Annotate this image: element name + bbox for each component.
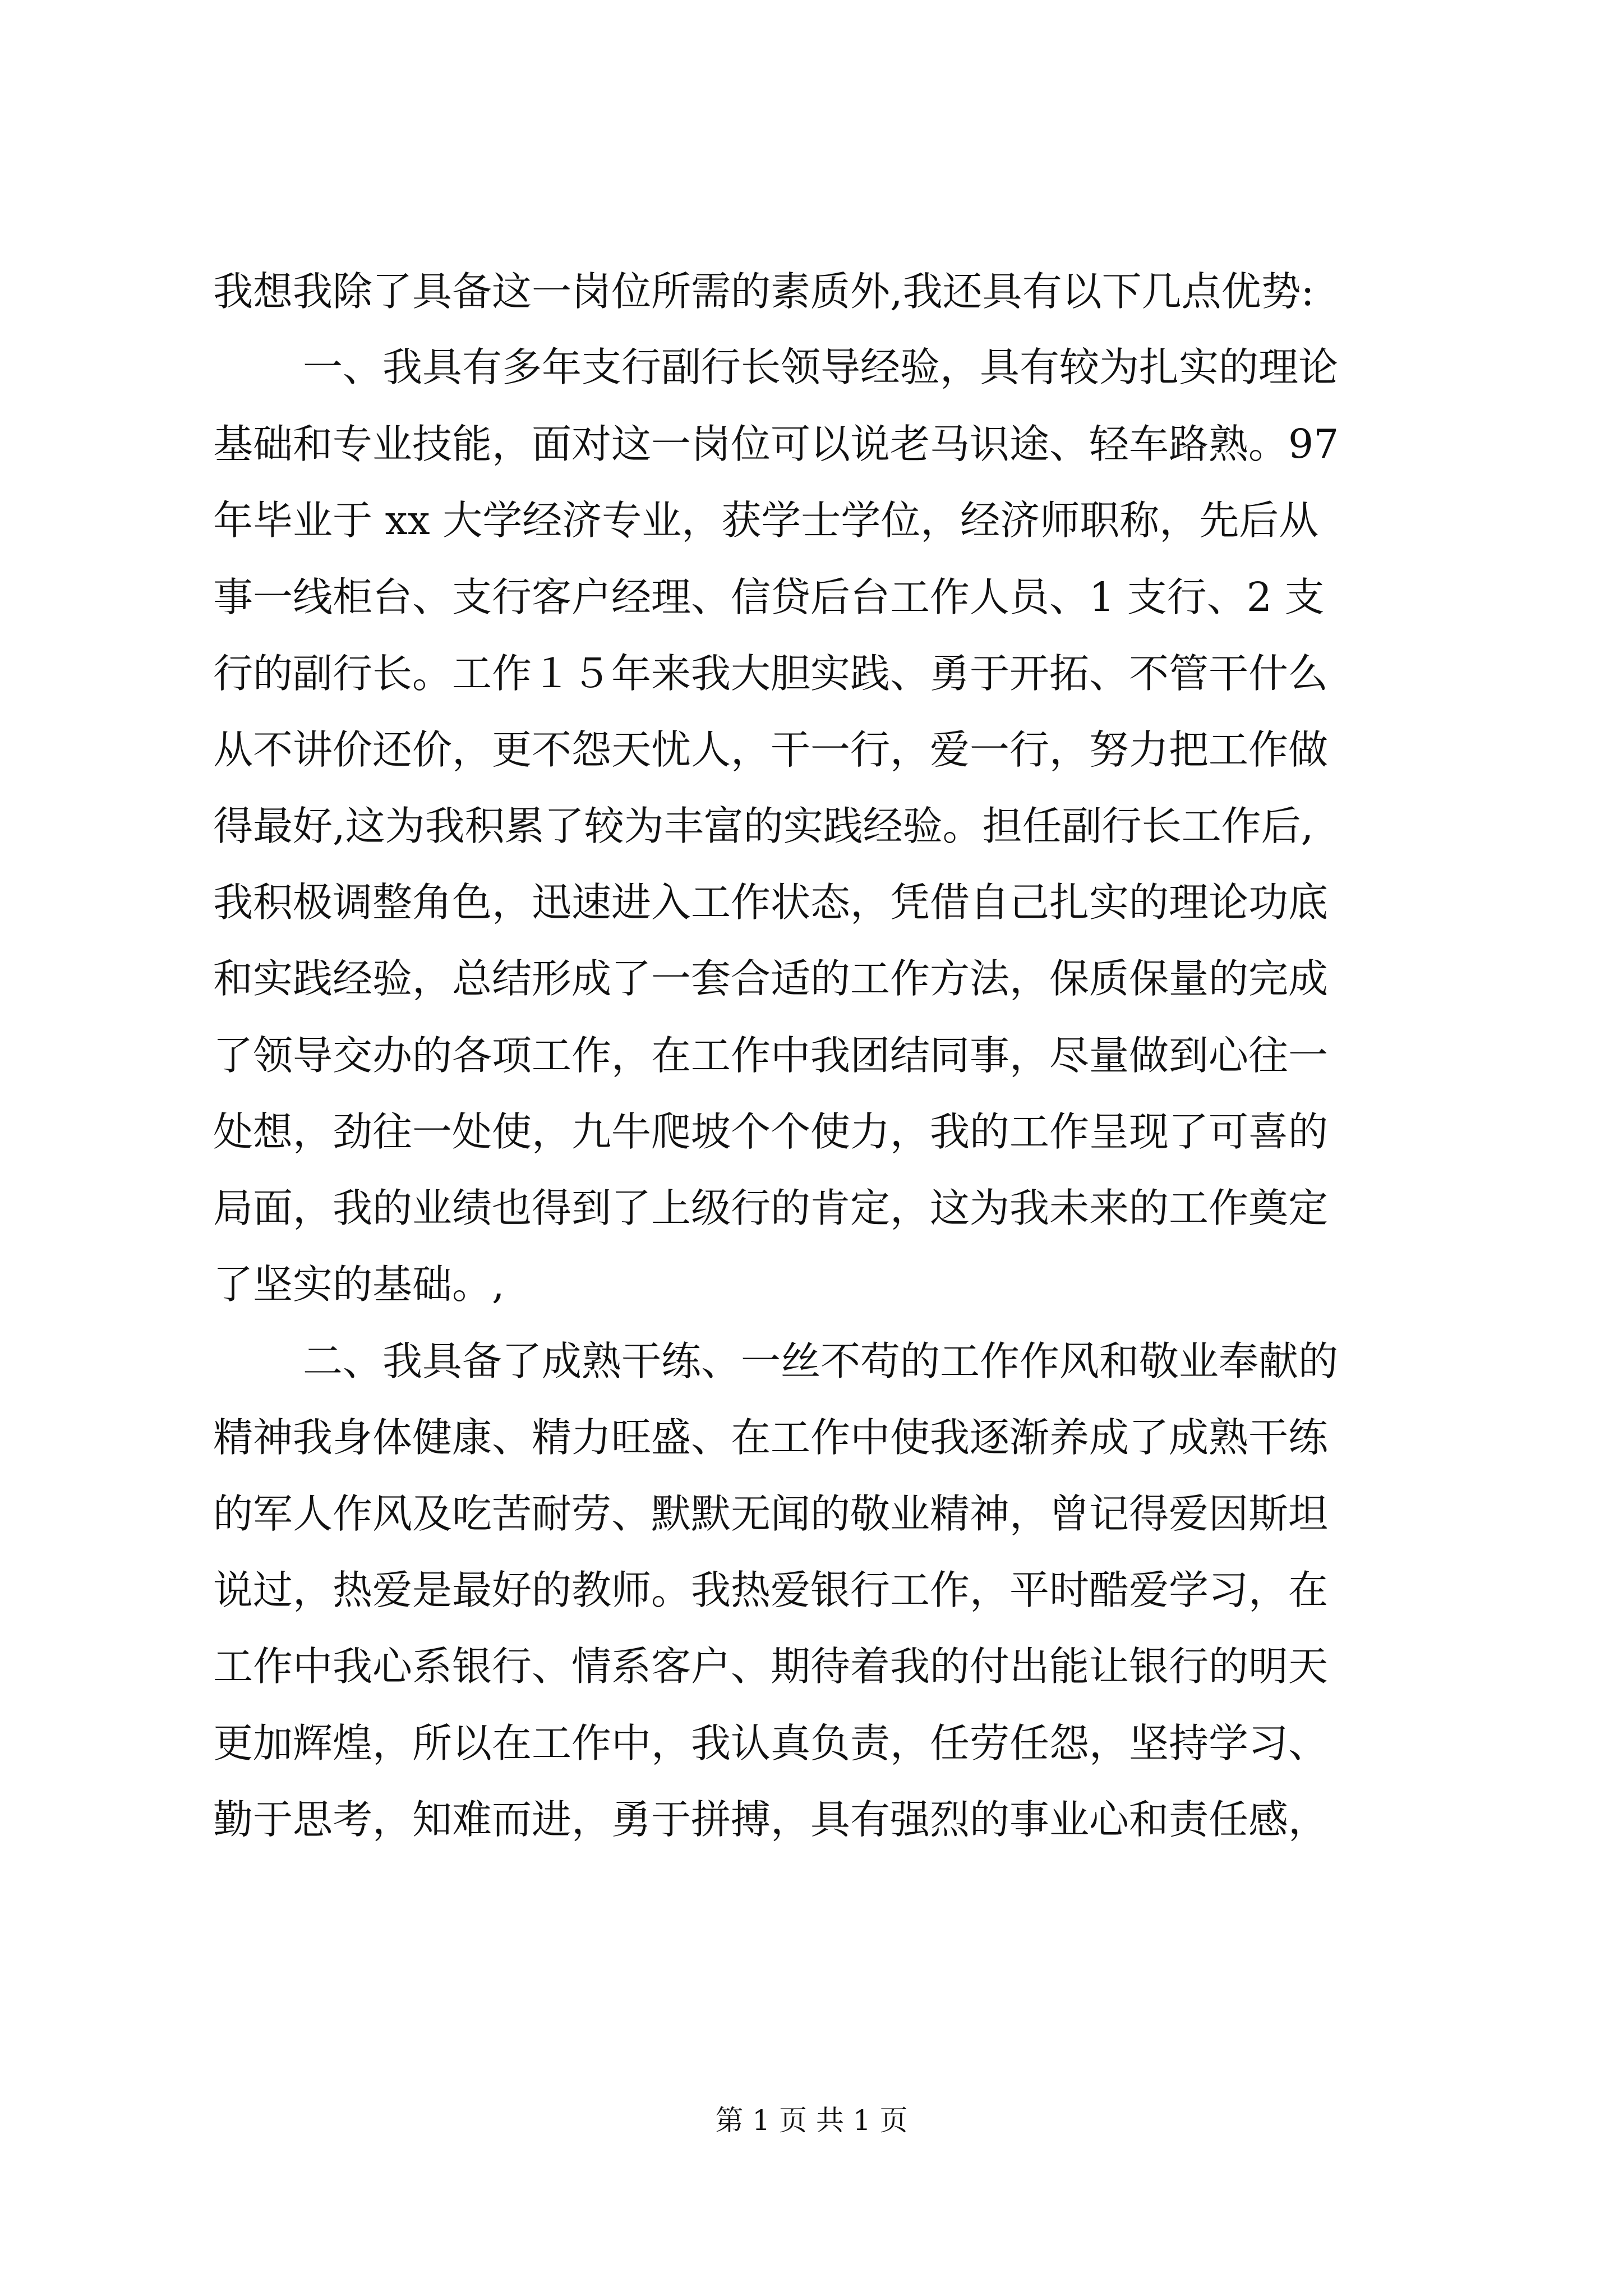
text-line: 勤于思考，知难而进，勇于拼搏，具有强烈的事业心和责任感， (213, 1796, 1329, 1843)
text-line: 说过，热爱是最好的教师。我热爱银行工作，平时酷爱学习，在 (213, 1567, 1329, 1613)
text-line: 一、我具有多年支行副行长领导经验，具有较为扎实的理论 (303, 344, 1339, 390)
text-line: 精神我身体健康、精力旺盛、在工作中使我逐渐养成了成熟干练 (213, 1414, 1329, 1461)
text-line: 基础和专业技能，面对这一岗位可以说老马识途、轻车路熟。97 (213, 421, 1339, 467)
text-line: 了领导交办的各项工作，在工作中我团结同事，尽量做到心往一 (213, 1032, 1329, 1079)
text-line: 局面，我的业绩也得到了上级行的肯定，这为我未来的工作奠定 (213, 1185, 1329, 1231)
text-line: 了坚实的基础。, (213, 1261, 505, 1308)
text-line: 工作中我心系银行、情系客户、期待着我的付出能让银行的明天 (213, 1643, 1329, 1690)
text-line: 得最好,这为我积累了较为丰富的实践经验。担任副行长工作后, (213, 803, 1314, 849)
text-line: 我想我除了具备这一岗位所需的素质外,我还具有以下几点优势: (213, 268, 1315, 315)
text-line: 行的副行长。工作１５年来我大胆实践、勇于开拓、不管干什么 (213, 650, 1329, 697)
text-line: 处想，劲往一处使，九牛爬坡个个使力，我的工作呈现了可喜的 (213, 1108, 1329, 1155)
page-footer: 第 1 页 共 1 页 (715, 2104, 908, 2137)
text-line: 从不讲价还价，更不怨天忧人，干一行，爱一行，努力把工作做 (213, 726, 1329, 773)
text-line: 更加辉煌，所以在工作中，我认真负责，任劳任怨，坚持学习、 (213, 1720, 1329, 1766)
text-line: 我积极调整角色，迅速进入工作状态，凭借自己扎实的理论功底 (213, 879, 1329, 926)
text-line: 二、我具备了成熟干练、一丝不苟的工作作风和敬业奉献的 (303, 1338, 1339, 1384)
text-line: 年毕业于 xx 大学经济专业，获学士学位，经济师职称，先后从 (213, 497, 1319, 544)
text-line: 事一线柜台、支行客户经理、信贷后台工作人员、1 支行、2 支 (213, 574, 1325, 620)
text-line: 的军人作风及吃苦耐劳、默默无闻的敬业精神，曾记得爱因斯坦 (213, 1490, 1329, 1537)
text-line: 和实践经验，总结形成了一套合适的工作方法，保质保量的完成 (213, 955, 1329, 1002)
